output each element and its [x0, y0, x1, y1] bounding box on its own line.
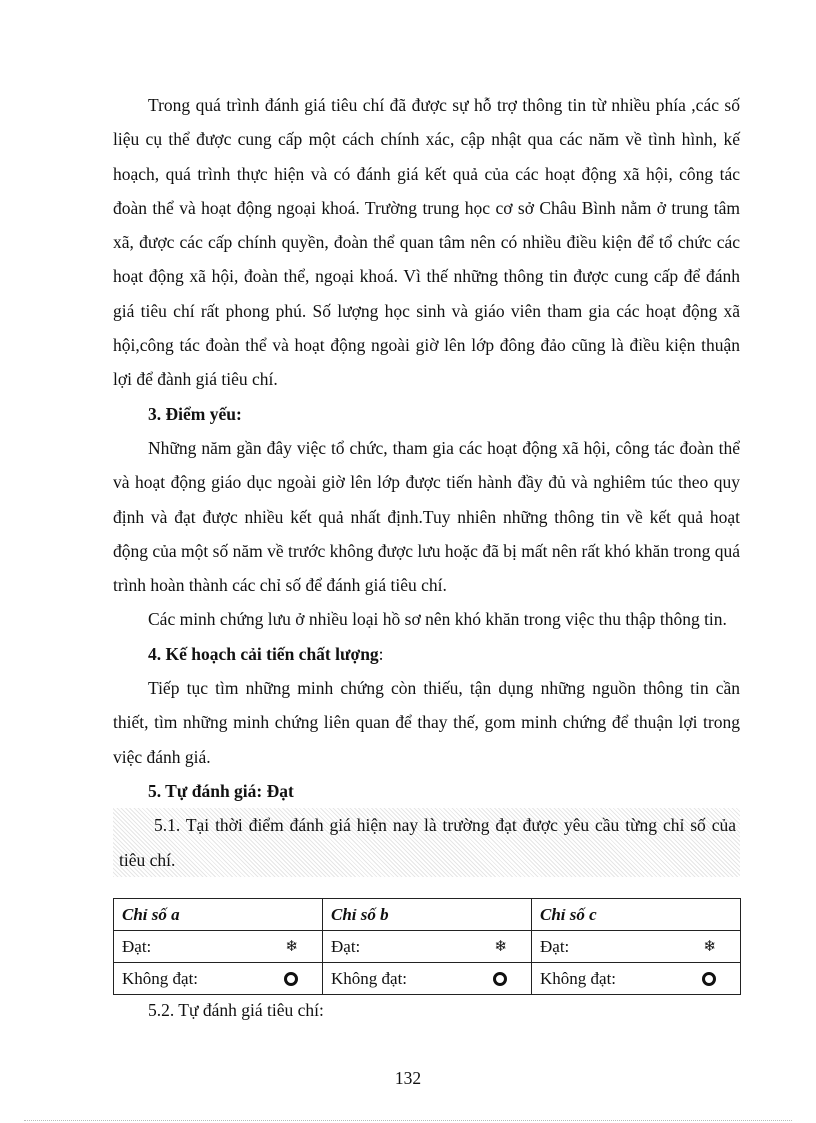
- cell-pass-a: [114, 931, 323, 963]
- fail-label: Không đạt:: [331, 968, 408, 988]
- paragraph-weaknesses: Những năm gần đây việc tổ chức, tham gia các hoạt động xã hội, công tác đoàn thể và hoạt động giáo dục ngoài giờ lên lớp được tiến hành đầy đủ và nghiêm túc theo quy định và đạt được nhiều kết quả nhất định.Tuy nhiên những thông tin về kết quả hoạt động của một số năm về trước không được lưu hoặc đã bị mất nên rất khó khăn trong quá trình hoàn thành các chỉ số để đánh giá tiêu chí.: [113, 437, 740, 596]
- table-row-pass: [114, 931, 741, 963]
- snowflake-icon: ❄: [285, 939, 298, 955]
- paragraph-assessment-intro: 5.1. Tại thời điểm đánh giá hiện nay là trường đạt được yêu cầu từng chỉ số của tiêu chí.: [113, 808, 740, 877]
- cell-fail-a: [114, 963, 323, 995]
- footer-divider: [24, 1120, 792, 1121]
- cell-pass-c: [532, 931, 741, 963]
- pass-label: Đạt:: [122, 936, 152, 956]
- header-criterion-c: Chỉ số c: [532, 899, 741, 931]
- header-criterion-b: Chỉ số b: [323, 899, 532, 931]
- snowflake-icon: ❄: [703, 939, 716, 955]
- heading-self-assessment: 5. Tự đánh giá: Đạt: [148, 780, 294, 801]
- heading-colon: :: [378, 643, 384, 664]
- body-text: [113, 88, 740, 877]
- fail-label: Không đạt:: [540, 968, 617, 988]
- heading-improvement-plan: [113, 637, 740, 671]
- paragraph-evidence: Các minh chứng lưu ở nhiều loại hồ sơ nên khó khăn trong việc thu thập thông tin.: [148, 609, 727, 630]
- header-criterion-a: Chỉ số a: [114, 899, 323, 931]
- cell-pass-b: [323, 931, 532, 963]
- fail-label: Không đạt:: [122, 968, 199, 988]
- table-row-fail: [114, 963, 741, 995]
- heading-weaknesses: 3. Điểm yếu:: [148, 403, 242, 424]
- table-header-row: [114, 899, 741, 931]
- criteria-table: [113, 898, 741, 995]
- pass-label: Đạt:: [331, 936, 361, 956]
- cell-fail-c: [532, 963, 741, 995]
- paragraph-strengths: Trong quá trình đánh giá tiêu chí đã được sự hỗ trợ thông tin từ nhiều phía ,các số liệu cụ thể được cung cấp một cách chính xác, cập nhật qua các năm về tình hình, kế hoạch, quá trình thực hiện và có đánh giá kết quả của các hoạt động xã hội, công tác đoàn thể và hoạt động ngoại khoá. Trường trung học cơ sở Châu Bình nằm ở trung tâm xã, được các cấp chính quyền, đoàn thể quan tâm nên có nhiều điều kiện để tổ chức các hoạt động xã hội, đoàn thể, ngoại khoá. Vì thế những thông tin được cung cấp để đánh giá tiêu chí rất phong phú. Số lượng học sinh và giáo viên tham gia các hoạt động xã hội,công tác đoàn thể và hoạt động ngoài giờ lên lớp đông đảo cũng là điều kiện thuận lợi để đành giá tiêu chí.: [113, 95, 740, 390]
- self-assessment-subheading: 5.2. Tự đánh giá tiêu chí:: [148, 1000, 324, 1020]
- page-number: 132: [394, 1068, 422, 1088]
- circle-icon: [284, 972, 298, 986]
- circle-icon: [702, 972, 716, 986]
- paragraph-improvement: Tiếp tục tìm những minh chứng còn thiếu, tận dụng những nguồn thông tin cần thiết, tìm những minh chứng liên quan để thay thế, gom minh chứng để thuận lợi trong việc đánh giá.: [113, 678, 740, 767]
- cell-fail-b: [323, 963, 532, 995]
- snowflake-icon: ❄: [494, 939, 507, 955]
- circle-icon: [493, 972, 507, 986]
- heading-improvement-plan-text: 4. Kế hoạch cải tiến chất lượng: [148, 643, 379, 664]
- pass-label: Đạt:: [540, 936, 570, 956]
